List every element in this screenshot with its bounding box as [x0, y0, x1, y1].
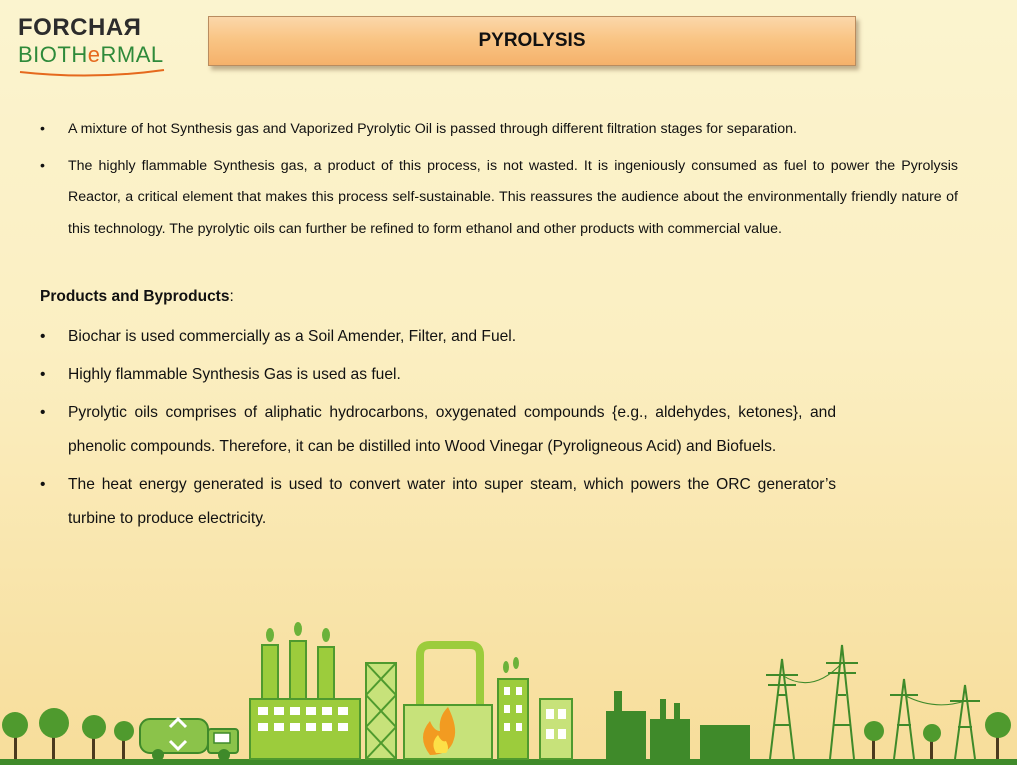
intro-bullet-list: [40, 114, 958, 245]
logo-swoosh-icon: [18, 68, 168, 78]
lattice-tower-icon: [366, 663, 396, 759]
list-item: • Pyrolytic oils comprises of aliphatic hydrocarbons, oxygenated compounds {e.g., aldehydes, ketones}, and phenolic compounds. Therefore, it can be distilled into Wood Vinegar (Pyroligneous Acid) and Biofuels.: [40, 396, 836, 464]
page-title: PYROLYSIS: [478, 30, 586, 51]
left-trees-icon: [2, 708, 134, 759]
products-bullet-list: [40, 320, 836, 540]
logo-part-1: BIOTH: [18, 42, 88, 67]
logo-wordmark-top: FORCHAЯ: [18, 14, 142, 41]
products-heading-colon: :: [229, 288, 234, 305]
right-trees-icon: [864, 712, 1011, 759]
eco-city-skyline-illustration: [0, 615, 1017, 765]
list-item: • A mixture of hot Synthesis gas and Vaporized Pyrolytic Oil is passed through different filtration stages for separation.: [40, 114, 958, 146]
power-plant-flame-icon: [404, 645, 492, 759]
list-item: • The heat energy generated is used to convert water into super steam, which powers the ORC generator’s turbine to produce electricity.: [40, 468, 836, 536]
logo-part-2: e: [87, 42, 101, 67]
factory-chimneys-icon: [250, 622, 360, 759]
city-buildings-icon: [498, 657, 572, 759]
transformer-station-icon: [606, 691, 750, 759]
list-item: • Highly flammable Synthesis Gas is used as fuel.: [40, 358, 836, 392]
brand-logo: [18, 14, 168, 76]
title-banner: [208, 16, 856, 66]
recycling-truck-icon: [140, 719, 238, 761]
list-item: • The highly flammable Synthesis gas, a product of this process, is not wasted. It is ingeniously consumed as fuel to power the Pyrolysis Reactor, a critical element that makes this process self-sustainable. This reassures the audience about the environmentally friendly nature of this technology. The pyrolytic oils can further be refined to form ethanol and other products with commercial value.: [40, 151, 958, 246]
products-heading-text: Products and Byproducts: [40, 288, 230, 305]
logo-wordmark-bottom: [18, 42, 164, 68]
products-heading: [40, 288, 234, 306]
logo-part-3: RMAL: [100, 42, 164, 67]
list-item: • Biochar is used commercially as a Soil Amender, Filter, and Fuel.: [40, 320, 836, 354]
